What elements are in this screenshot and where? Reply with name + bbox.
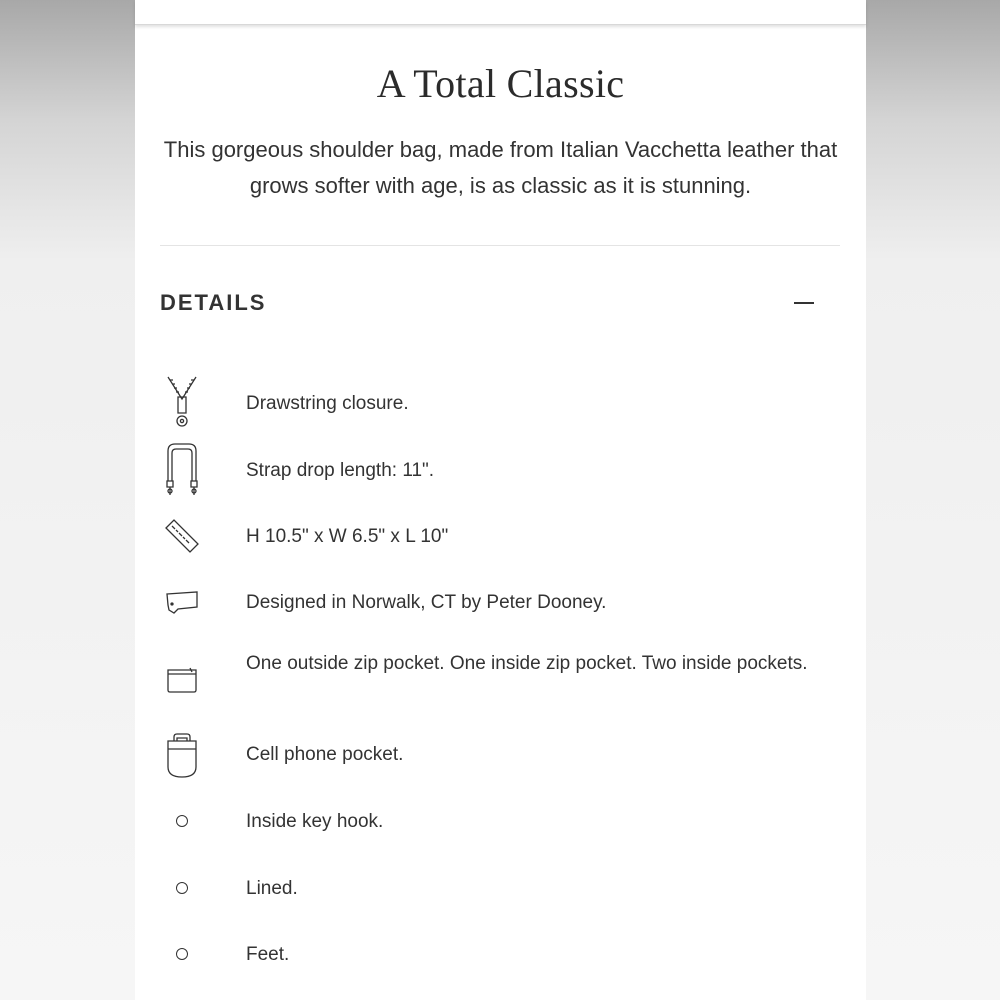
circle-bullet-icon (160, 924, 204, 984)
detail-text: Strap drop length: 11". (246, 460, 435, 481)
detail-text: One outside zip pocket. One inside zip pocket. Two inside pockets. (246, 653, 808, 674)
phone-pocket-icon (160, 724, 204, 784)
top-card-edge (135, 0, 866, 25)
detail-text: Drawstring closure. (246, 393, 409, 414)
ruler-icon (160, 506, 204, 566)
left-background (0, 0, 135, 1000)
detail-text: Feet. (246, 944, 290, 965)
minus-icon[interactable] (794, 302, 814, 304)
zip-pouch-icon (160, 648, 204, 708)
detail-text: Designed in Norwalk, CT by Peter Dooney. (246, 592, 607, 613)
detail-text: H 10.5" x W 6.5" x L 10" (246, 526, 449, 547)
detail-text: Cell phone pocket. (246, 744, 404, 765)
details-heading: DETAILS (160, 290, 267, 315)
connecticut-map-icon (160, 572, 204, 632)
details-accordion-header[interactable] (160, 282, 840, 326)
strap-icon (160, 440, 204, 500)
product-detail-panel (135, 0, 866, 1000)
divider (160, 245, 840, 246)
product-description: This gorgeous shoulder bag, made from Italian Vacchetta leather that grows softer with age, is as classic as it is stunning. (163, 137, 838, 198)
zipper-icon (160, 373, 204, 433)
circle-bullet-icon (160, 858, 204, 918)
right-background (866, 0, 1000, 1000)
detail-text: Inside key hook. (246, 811, 384, 832)
detail-text: Lined. (246, 878, 298, 899)
circle-bullet-icon (160, 791, 204, 851)
page-title: A Total Classic (376, 61, 625, 106)
